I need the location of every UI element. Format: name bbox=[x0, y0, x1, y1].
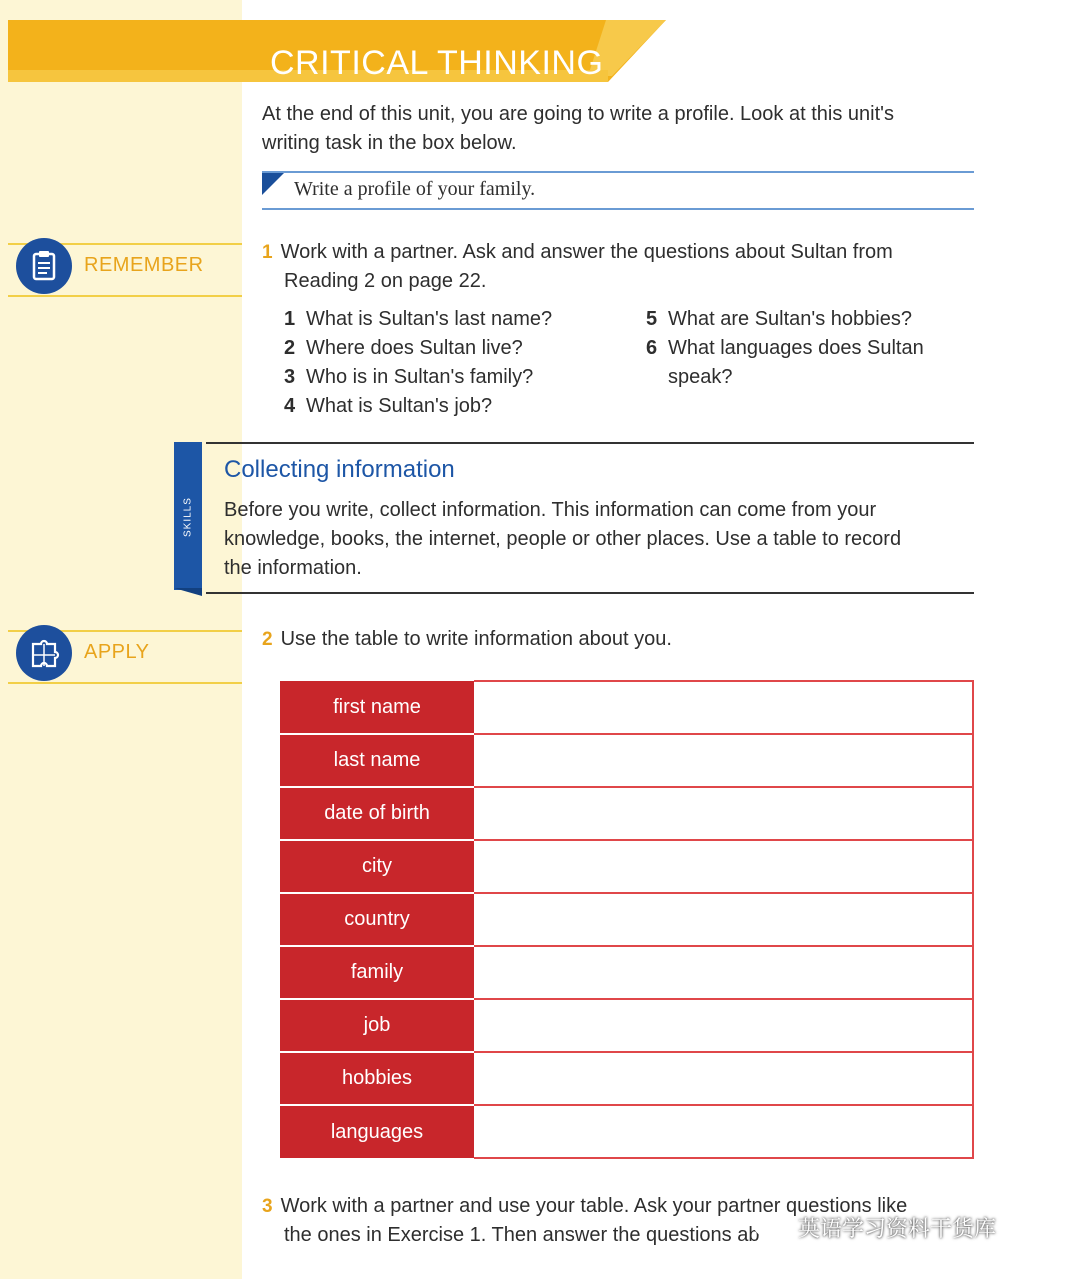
exercise-2-instruction bbox=[262, 625, 672, 654]
row-input-cell[interactable] bbox=[474, 1052, 973, 1105]
question-item: 4 What is Sultan's job? bbox=[284, 395, 493, 417]
exercise-1-line-2: Reading 2 on page 22. bbox=[284, 270, 487, 292]
banner-title: CRITICAL THINKING bbox=[270, 44, 604, 82]
table-row bbox=[280, 1105, 973, 1158]
section-banner bbox=[8, 20, 666, 82]
table-row bbox=[280, 681, 973, 734]
question-item: 6 What languages does Sultan speak? bbox=[646, 337, 924, 388]
row-input-cell[interactable] bbox=[474, 681, 973, 734]
row-label: job bbox=[280, 999, 474, 1052]
row-label: city bbox=[280, 840, 474, 893]
row-label: family bbox=[280, 946, 474, 999]
row-input-cell[interactable] bbox=[474, 840, 973, 893]
row-input-cell[interactable] bbox=[474, 999, 973, 1052]
question-item: 3 Who is in Sultan's family? bbox=[284, 366, 534, 388]
skills-box bbox=[174, 442, 974, 594]
exercise-1-line-1: Work with a partner. Ask and answer the questions about Sultan from bbox=[280, 241, 893, 263]
skills-rule-top bbox=[206, 442, 974, 444]
row-input-cell[interactable] bbox=[474, 893, 973, 946]
watermark bbox=[752, 1212, 996, 1243]
clipboard-icon bbox=[16, 238, 72, 294]
exercise-2-number: 2 bbox=[262, 629, 273, 650]
table-row bbox=[280, 946, 973, 999]
table-row bbox=[280, 1052, 973, 1105]
table-row bbox=[280, 893, 973, 946]
table-row bbox=[280, 999, 973, 1052]
intro-line-2: writing task in the box below. bbox=[262, 132, 517, 154]
skills-rule-bottom bbox=[206, 592, 974, 594]
apply-label: APPLY bbox=[84, 641, 150, 663]
skills-body: Before you write, collect information. This information can come from your knowledge, books, the internet, people or other places. Use a table to record the information. bbox=[224, 499, 902, 579]
row-label: last name bbox=[280, 734, 474, 787]
table-row bbox=[280, 787, 973, 840]
row-input-cell[interactable] bbox=[474, 787, 973, 840]
intro-paragraph bbox=[262, 100, 894, 158]
info-table bbox=[280, 680, 974, 1159]
table-row bbox=[280, 734, 973, 787]
remember-label: REMEMBER bbox=[84, 254, 204, 276]
exercise-1-number: 1 bbox=[262, 242, 273, 263]
exercise-3-number: 3 bbox=[262, 1196, 273, 1217]
question-item: 5 What are Sultan's hobbies? bbox=[646, 308, 912, 330]
exercise-3-line-2: the ones in Exercise 1. Then answer the questions ab bbox=[284, 1224, 760, 1246]
question-item: 1 What is Sultan's last name? bbox=[284, 308, 553, 330]
row-label: date of birth bbox=[280, 787, 474, 840]
skills-tab-label: SKILLS bbox=[182, 497, 194, 537]
puzzle-icon bbox=[16, 625, 72, 681]
exercise-3-line-1: Work with a partner and use your table. Ask your partner questions like bbox=[280, 1195, 908, 1217]
question-item: 2 Where does Sultan live? bbox=[284, 337, 523, 359]
wechat-icon bbox=[752, 1213, 792, 1243]
row-label: hobbies bbox=[280, 1052, 474, 1105]
skills-tab bbox=[174, 442, 202, 590]
writing-task-box bbox=[262, 171, 974, 210]
row-input-cell[interactable] bbox=[474, 946, 973, 999]
skills-title: Collecting information bbox=[224, 456, 455, 483]
exercise-1-instruction bbox=[262, 238, 893, 296]
row-label: country bbox=[280, 893, 474, 946]
watermark-text: 英语学习资料干货库 bbox=[798, 1216, 997, 1241]
exercise-2-text: Use the table to write information about you. bbox=[280, 628, 672, 650]
intro-line-1: At the end of this unit, you are going to write a profile. Look at this unit's bbox=[262, 103, 894, 125]
skills-tab-fold bbox=[174, 588, 204, 596]
row-input-cell[interactable] bbox=[474, 734, 973, 787]
row-input-cell[interactable] bbox=[474, 1105, 973, 1158]
row-label: languages bbox=[280, 1105, 474, 1158]
task-corner-marker bbox=[262, 173, 284, 195]
table-row bbox=[280, 840, 973, 893]
writing-task-text: Write a profile of your family. bbox=[294, 178, 536, 200]
row-label: first name bbox=[280, 681, 474, 734]
